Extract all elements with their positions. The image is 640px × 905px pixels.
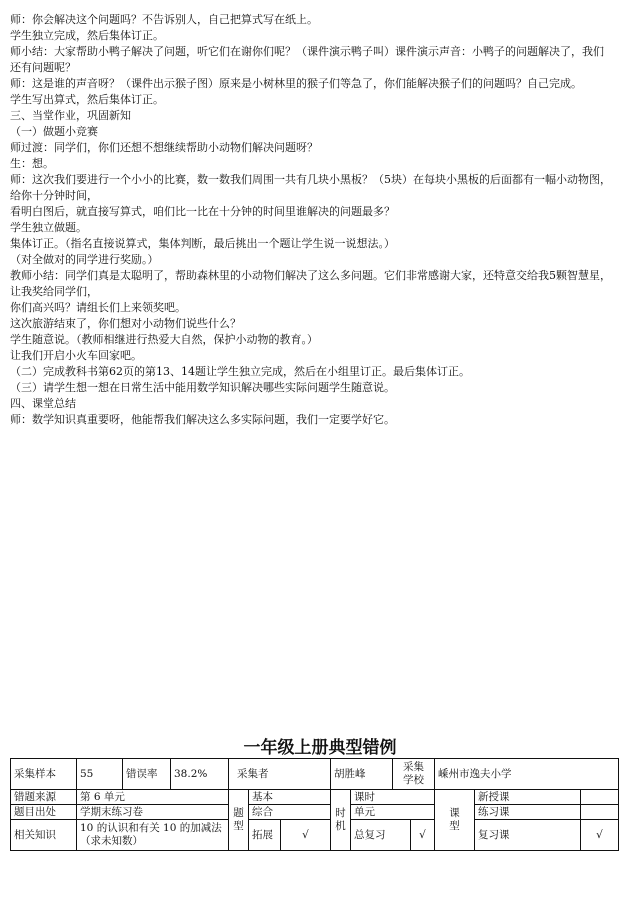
timing-review: 总复习 [351,820,411,851]
lesson-line: （一）做题小竞赛 [10,125,98,138]
timing-lesson: 课时 [351,790,435,805]
lesson-line: 学生独立做题。 [10,221,87,234]
qtype-extension-check: √ [281,820,331,851]
source-value: 第 6 单元 [77,790,229,805]
school-label: 采集 学校 [393,759,435,790]
sample-label: 采集样本 [11,759,77,790]
lesson-line: 生：想。 [10,157,54,170]
lesson-line: （二）完成教科书第62页的第13、14题让学生独立完成，然后在小组里订正。最后集体订正。 [10,365,470,378]
qtype-comprehensive: 综合 [249,805,331,820]
ctype-new-mark [581,790,619,805]
lesson-line: 学生随意说。（教师相继进行热爱大自然，保护小动物的教育。） [10,333,318,346]
timing-label: 时 机 [331,790,351,851]
course-type-label: 课 型 [435,790,475,851]
lesson-line: 你们高兴吗？请组长们上来领奖吧。 [10,301,186,314]
error-rate-label: 错误率 [123,759,171,790]
lesson-line: 教师小结：同学们真是太聪明了，帮助森林里的小动物们解决了这么多问题。它们非常感谢大家，还特意交给我5颗智慧星， [10,269,611,282]
qtype-basic: 基本 [249,790,331,805]
qtype-extension: 拓展 [249,820,281,851]
lesson-line: 给你十分钟时间， [10,189,98,202]
ctype-practice-mark [581,805,619,820]
lesson-line: 师小结：大家帮助小鸭子解决了问题，听它们在谢你们呢？（课件演示鸭子叫）课件演示声音：小鸭子的问题解决了，我们 [10,45,604,58]
lesson-line: 学生写出算式，然后集体订正。 [10,93,164,106]
timing-unit: 单元 [351,805,435,820]
timing-review-check: √ [411,820,435,851]
lesson-line: 让我奖给同学们， [10,285,98,298]
ctype-new: 新授课 [475,790,581,805]
lesson-line: 师：数学知识真重要呀，他能帮我们解决这么多实际问题，我们一定要学好它。 [10,413,395,426]
lesson-line: 集体订正。（指名直接说算式，集体判断，最后挑出一个题让学生说一说想法。） [10,237,395,250]
knowledge-value: 10 的认识和有关 10 的加减法 （求未知数） [77,820,229,851]
ctype-review: 复习课 [475,820,581,851]
lesson-line: 还有问题呢？ [10,61,76,74]
lesson-line: 四、课堂总结 [10,397,76,410]
school-value: 嵊州市逸夫小学 [435,759,619,790]
origin-label: 题目出处 [11,805,77,820]
sample-value: 55 [77,759,123,790]
lesson-line: 师：这次我们要进行一个小小的比赛，数一数我们周围一共有几块小黑板？（5块）在每块小黑板的后面都有一幅小动物图， [10,173,611,186]
collector-value: 胡胜峰 [331,759,393,790]
lesson-line: 三、当堂作业，巩固新知 [10,109,131,122]
lesson-line: 学生独立完成，然后集体订正。 [10,29,164,42]
collector-label: 采集者 [229,759,331,790]
lesson-line: （三）请学生想一想在日常生活中能用数学知识解决哪些实际问题学生随意说。 [10,381,395,394]
error-rate-value: 38.2% [171,759,229,790]
lesson-line: 师：这是谁的声音呀？（课件出示猴子图）原来是小树林里的猴子们等急了，你们能解决猴子们的问题吗？自己完成。 [10,77,582,90]
table-title: 一年级上册典型错例 [243,738,397,758]
knowledge-label: 相关知识 [11,820,77,851]
question-type-label: 题 型 [229,790,249,851]
lesson-line: 让我们开启小火车回家吧。 [10,349,142,362]
lesson-line: 这次旅游结束了，你们想对小动物们说些什么？ [10,317,241,330]
lesson-line: 看明白图后，就直接写算式，咱们比一比在十分钟的时间里谁解决的问题最多？ [10,205,395,218]
lesson-line: 师过渡：同学们，你们还想不想继续帮助小动物们解决问题呀？ [10,141,318,154]
lesson-text [10,12,628,428]
error-case-table [10,758,619,851]
ctype-review-check: √ [581,820,619,851]
lesson-line: （对全做对的同学进行奖励。） [10,253,159,266]
lesson-line: 师：你会解决这个问题吗？不告诉别人，自己把算式写在纸上。 [10,13,318,26]
source-label: 错题来源 [11,790,77,805]
ctype-practice: 练习课 [475,805,581,820]
origin-value: 学期末练习卷 [77,805,229,820]
